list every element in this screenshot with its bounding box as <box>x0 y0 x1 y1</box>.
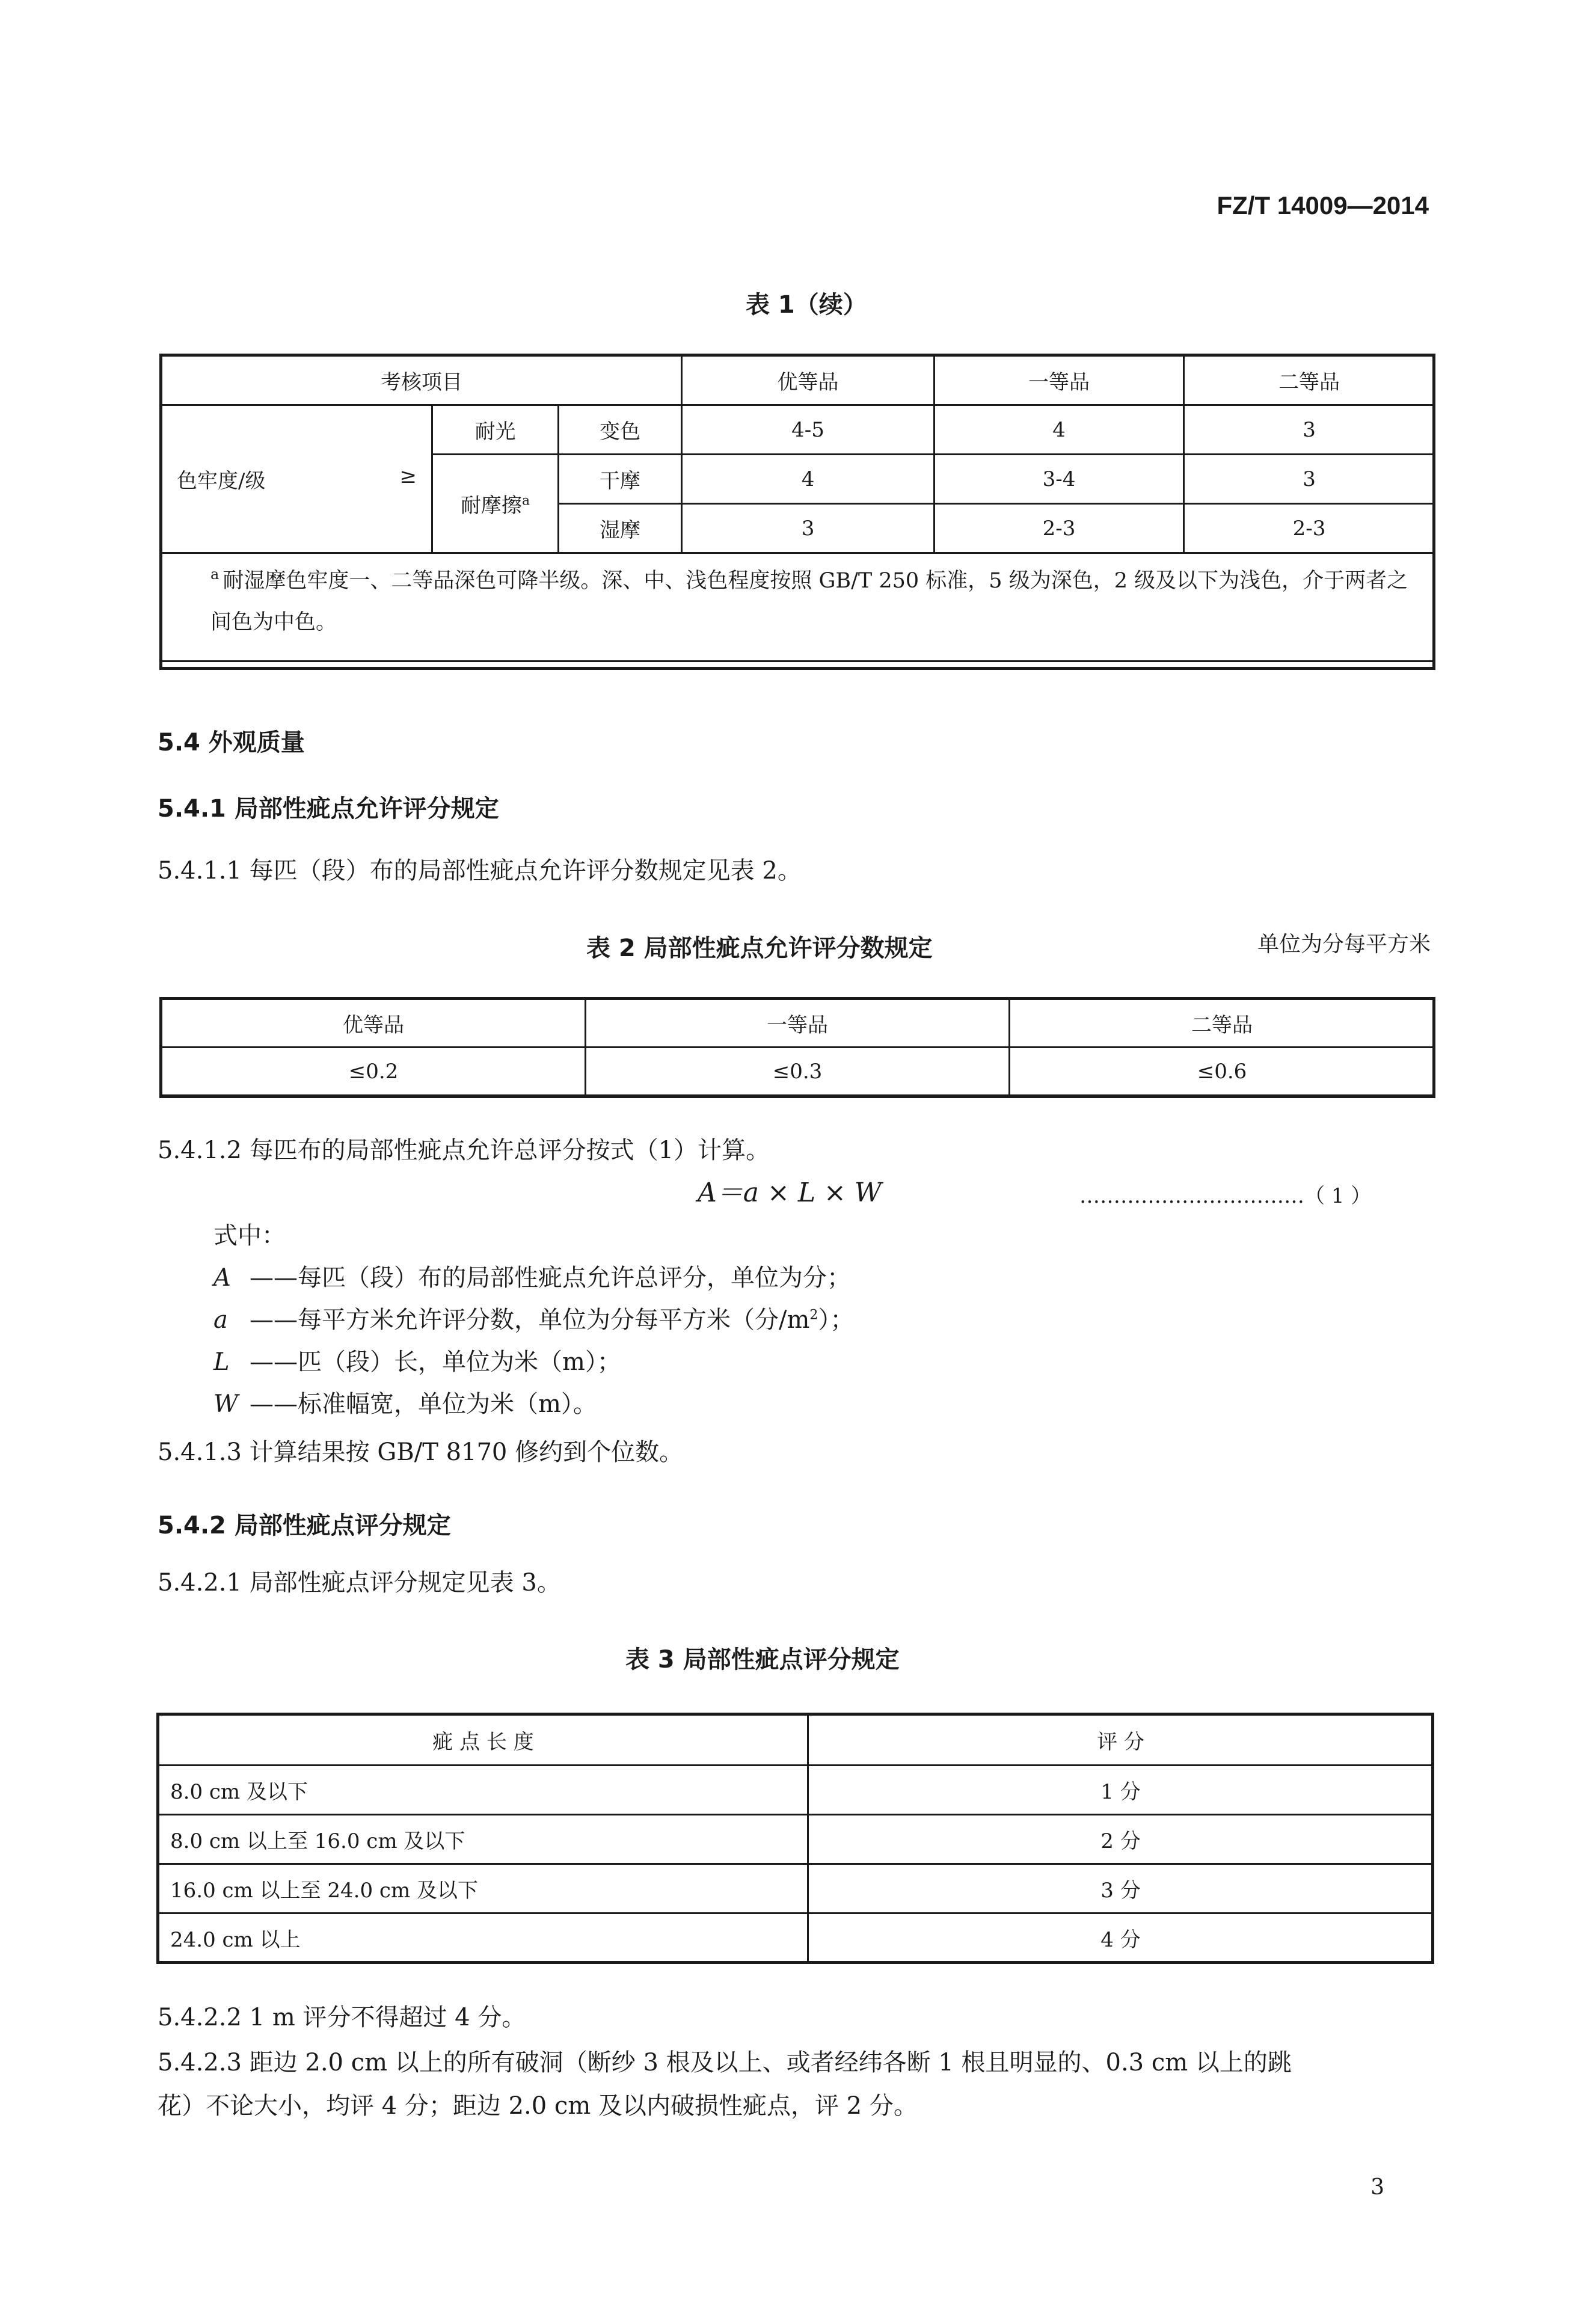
table3-header-length: 疵 点 长 度 <box>159 1715 808 1766</box>
formula-var-symbol: a <box>213 1306 228 1334</box>
table2-unit: 单位为分每平方米 <box>1257 932 1431 957</box>
table3-length: 8.0 cm 以上至 16.0 cm 及以下 <box>159 1815 808 1864</box>
standard-number: FZ/T 14009—2014 <box>1217 191 1429 219</box>
formula-var-row <box>213 1308 854 1332</box>
table1-footnote-cell <box>162 553 1435 661</box>
paragraph-5-4-1-1: 5.4.1.1 每匹（段）布的局部性疵点允许评分数规定见表 2。 <box>158 857 802 885</box>
formula-var-sup: 2 <box>809 1307 818 1323</box>
table1-item: 湿摩 <box>559 504 682 553</box>
table1-value: 3 <box>1184 405 1435 455</box>
formula-var-desc: ——每平方米允许评分数，单位为分每平方米（分/m <box>250 1306 810 1334</box>
page-number: 3 <box>1370 2175 1384 2200</box>
table1-value: 3-4 <box>935 455 1184 504</box>
table1-group-rubbing: 耐摩擦 <box>460 494 522 518</box>
formula-var-row <box>213 1266 851 1290</box>
paragraph-5-4-2-3-line2: 花）不论大小，均评 4 分；距边 2.0 cm 及以内破损性疵点，评 2 分。 <box>158 2092 918 2120</box>
table2-value: ≤0.3 <box>586 1048 1010 1096</box>
formula-where-label: 式中： <box>213 1222 286 1250</box>
table1-value: 3 <box>1184 455 1435 504</box>
table1-header-grade-1: 优等品 <box>682 356 935 405</box>
table1 <box>161 355 1435 662</box>
paragraph-5-4-2-2: 5.4.2.2 1 m 评分不得超过 4 分。 <box>158 2004 526 2031</box>
paragraph-5-4-1-2: 5.4.1.2 每匹布的局部性疵点允许总评分按式（1）计算。 <box>158 1137 770 1164</box>
formula-number: ……………………………（ 1 ） <box>1079 1184 1372 1208</box>
table3-length: 8.0 cm 及以下 <box>159 1766 808 1815</box>
formula-var-desc: ——匹（段）长，单位为米（m）； <box>250 1348 621 1376</box>
formula-var-symbol: A <box>213 1264 231 1292</box>
formula-var-row <box>213 1392 597 1416</box>
table1-item: 干摩 <box>559 455 682 504</box>
formula-var-tail: ）； <box>818 1306 855 1334</box>
formula-var-symbol: W <box>213 1390 239 1418</box>
table3-score: 1 分 <box>808 1766 1434 1815</box>
table3-score: 3 分 <box>808 1864 1434 1913</box>
table2-header: 一等品 <box>586 999 1010 1048</box>
table3-header-score: 评 分 <box>808 1715 1434 1766</box>
paragraph-5-4-2-1: 5.4.2.1 局部性疵点评分规定见表 3。 <box>158 1569 561 1597</box>
table1-group-light: 耐光 <box>432 405 559 455</box>
table3-length: 24.0 cm 以上 <box>159 1913 808 1963</box>
table1-group-rubbing-cell <box>432 455 559 553</box>
table1-category: 色牢度/级 <box>177 469 266 493</box>
section-5-4-heading: 5.4 外观质量 <box>158 729 305 756</box>
table1-value: 4 <box>682 455 935 504</box>
section-5-4-1-heading: 5.4.1 局部性疵点允许评分规定 <box>158 795 499 823</box>
formula-expression: A＝a × L × W <box>698 1177 882 1208</box>
table1-title: 表 1（续） <box>746 291 867 319</box>
table1-value: 4 <box>935 405 1184 455</box>
table3-score: 2 分 <box>808 1815 1434 1864</box>
table3-score: 4 分 <box>808 1913 1434 1963</box>
table2-header: 优等品 <box>162 999 586 1048</box>
table1-footnote-mark: a <box>210 566 219 583</box>
formula-var-symbol: L <box>213 1348 230 1376</box>
table1-category-cell <box>162 405 432 553</box>
table1-operator: ≥ <box>399 464 417 488</box>
formula-var-desc: ——每匹（段）布的局部性疵点允许总评分，单位为分； <box>250 1264 851 1292</box>
table2 <box>161 998 1435 1096</box>
table1-value: 2-3 <box>1184 504 1435 553</box>
formula-var-desc: ——标准幅宽，单位为米（m）。 <box>250 1390 597 1418</box>
section-5-4-2-heading: 5.4.2 局部性疵点评分规定 <box>158 1512 451 1539</box>
table2-value: ≤0.2 <box>162 1048 586 1096</box>
table3-title: 表 3 局部性疵点评分规定 <box>625 1646 900 1674</box>
formula-var-row <box>213 1350 621 1374</box>
table1-value: 4-5 <box>682 405 935 455</box>
table1-group-mark: a <box>521 493 530 509</box>
table3 <box>158 1714 1434 1963</box>
table1-item: 变色 <box>559 405 682 455</box>
table3-length: 16.0 cm 以上至 24.0 cm 及以下 <box>159 1864 808 1913</box>
table1-header-grade-2: 一等品 <box>935 356 1184 405</box>
table2-header: 二等品 <box>1010 999 1435 1048</box>
table1-footnote: 耐湿摩色牢度一、二等品深色可降半级。深、中、浅色程度按照 GB/T 250 标准，5 级为深色，2 级及以下为浅色，介于两者之间色为中色。 <box>210 569 1408 634</box>
table2-title: 表 2 局部性疵点允许评分数规定 <box>586 934 933 962</box>
table2-value: ≤0.6 <box>1010 1048 1435 1096</box>
paragraph-5-4-1-3: 5.4.1.3 计算结果按 GB/T 8170 修约到个位数。 <box>158 1438 684 1466</box>
table1-value: 3 <box>682 504 935 553</box>
table1-value: 2-3 <box>935 504 1184 553</box>
paragraph-5-4-2-3-line1: 5.4.2.3 距边 2.0 cm 以上的所有破洞（断纱 3 根及以上、或者经纬各断 1 根且明显的、0.3 cm 以上的跳 <box>158 2049 1292 2076</box>
table1-header-item: 考核项目 <box>162 356 682 405</box>
table1-header-grade-3: 二等品 <box>1184 356 1435 405</box>
